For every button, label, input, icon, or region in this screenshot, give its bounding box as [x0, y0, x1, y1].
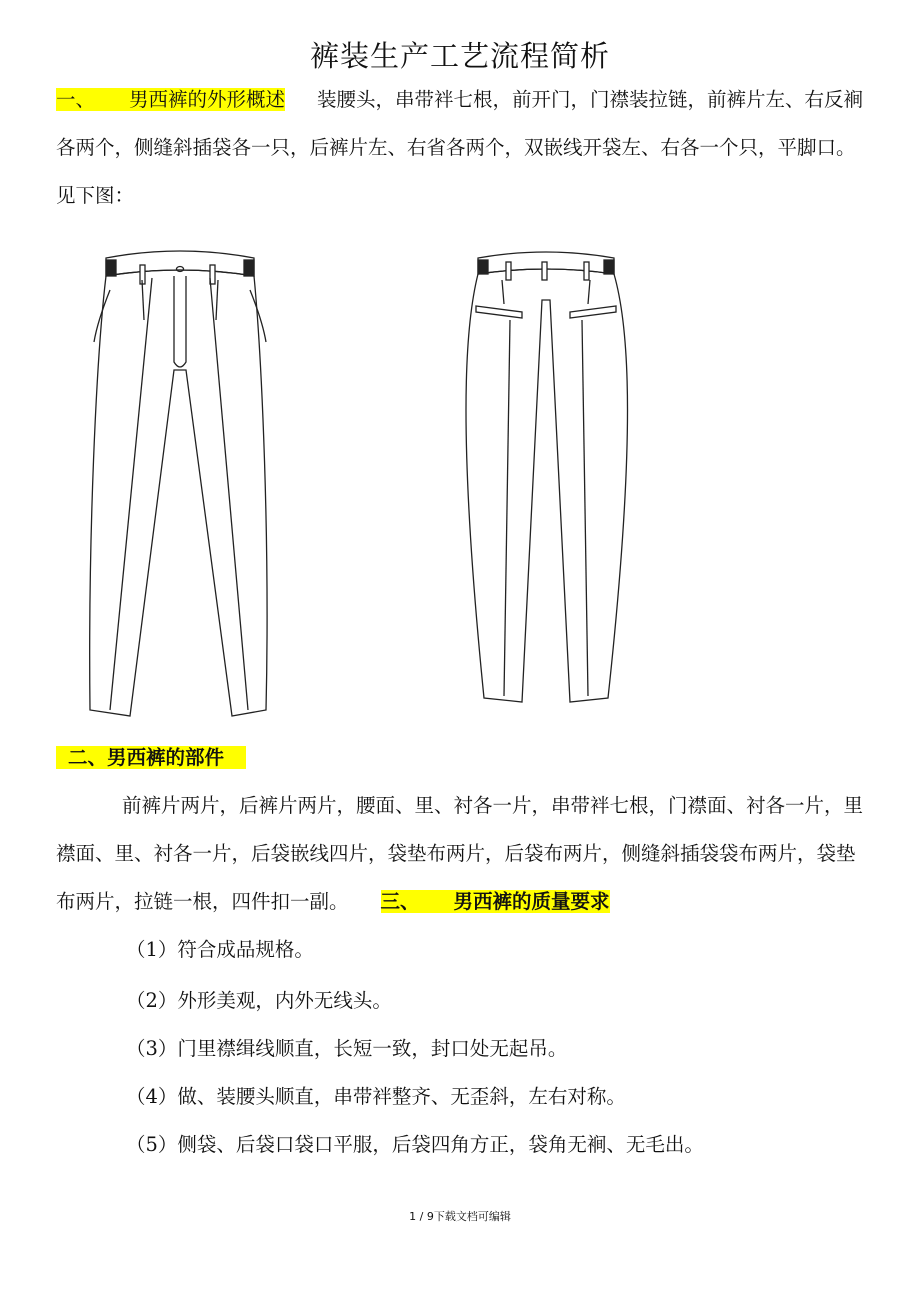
quality-item: （4）做、装腰头顺直，串带袢整齐、无歪斜，左右对称。 [126, 1085, 626, 1108]
page-footer: 1 / 9下载文档可编辑 [409, 1210, 511, 1223]
section2-heading-line [56, 734, 864, 782]
section3-heading-text: 男西裤的质量要求 [453, 890, 610, 913]
section1-body: 装腰头，串带袢七根，前开门，门襟装拉链，前裤片左、右反裥各两个，侧缝斜插袋各一只，后裤片左、右省各两个，双嵌线开袋左、右各一个只，平脚口。见下图： [56, 88, 864, 207]
section1-paragraph [56, 76, 864, 220]
quality-item: （1）符合成品规格。 [126, 938, 314, 961]
section3-heading-num: 三、 [380, 890, 420, 913]
trousers-back-view [454, 240, 640, 706]
quality-item: （2）外形美观，内外无线头。 [126, 989, 392, 1012]
section1-heading-num: 一、 [56, 88, 96, 111]
quality-item: （5）侧袋、后袋口袋口平服，后袋四角方正，袋角无裥、无毛出。 [126, 1133, 704, 1156]
trousers-front-view [82, 240, 278, 720]
page-title: 裤装生产工艺流程简析 [309, 39, 610, 73]
section2-heading: 二、男西裤的部件 [56, 746, 246, 769]
section2-paragraph [56, 782, 864, 926]
section3-heading [381, 890, 610, 913]
section2-body: 前裤片两片，后裤片两片，腰面、里、衬各一片，串带袢七根，门襟面、衬各一片，里襟面、里、衬各一片，后袋嵌线四片，袋垫布两片，后袋布两片，侧缝斜插袋袋布两片，袋垫布两片，拉链一根，四件扣一副。 [56, 794, 864, 913]
quality-item: （3）门里襟缉线顺直，长短一致，封口处无起吊。 [126, 1037, 568, 1060]
section1-heading [56, 88, 285, 111]
section1-heading-text: 男西裤的外形概述 [129, 88, 286, 111]
